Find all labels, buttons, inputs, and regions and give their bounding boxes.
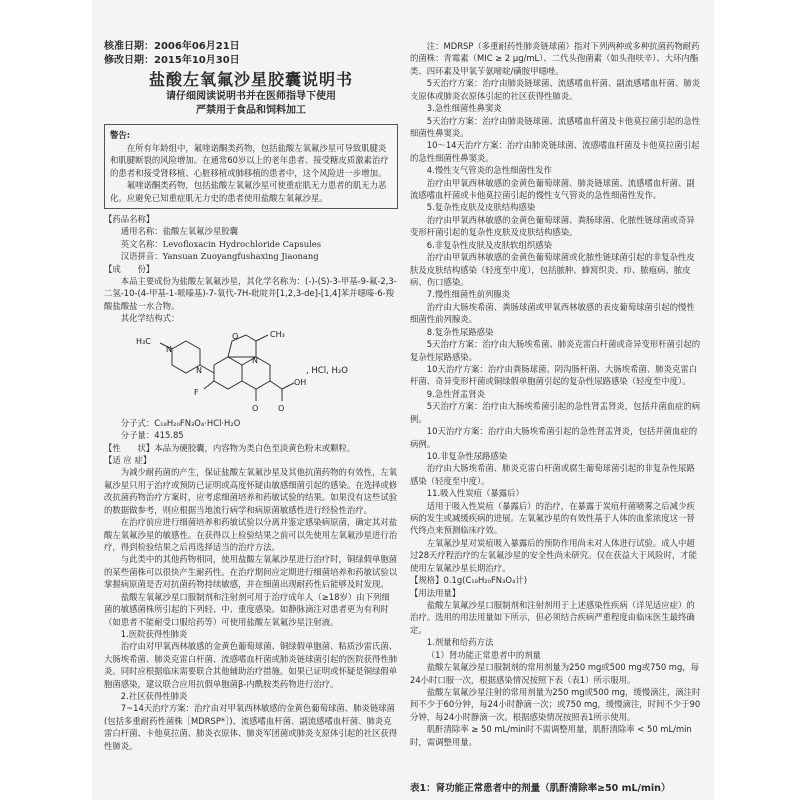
uncomplicated-skin-text: 治疗由甲氧西林敏感的金黄色葡萄球菌或化脓性链球菌引起的非复杂性皮肤及皮肤结构感染（轻度至中度），包括脓肿、蜂窝织炎、疖、脓疱病、脓皮病、伤口感染。	[410, 252, 695, 288]
svg-text:N: N	[166, 344, 172, 354]
complicated-uti-5day: 5天治疗方案：治疗由大肠埃希菌、肺炎克雷白杆菌或奇异变形杆菌引起的复杂性尿路感染。	[410, 339, 701, 362]
pyelonephritis-10day: 10天治疗方案：治疗由大肠埃希菌引起的急性肾盂肾炎，包括并菌血症的病例。	[410, 426, 698, 449]
uncomplicated-uti-text: 治疗由大肠埃希菌、肺炎克雷白杆菌或腐生葡萄球菌引起的非复杂性尿路感染（轻度至中度）。	[410, 463, 695, 486]
indications-paragraph-3: 与此类中的其他药物相同，使用盐酸左氧氟沙星进行治疗时，铜绿假单胞菌的某些菌株可以很快产生耐药性。在治疗期间应定期进行细菌培养和药敏试验以掌握病原菌是否对抗菌药物持续敏感，并在细菌出现耐药性后能够及时发现。	[104, 554, 398, 590]
svg-text:H₃C: H₃C	[136, 336, 151, 346]
warning-paragraph-2: 氟喹诺酮类药物，包括盐酸左氧氟沙星可使重症肌无力患者的肌无力恶化。应避免已知重症肌无力史的患者使用盐酸左氧氟沙星。	[110, 180, 387, 203]
indication-heading-uncomplicated-skin: 6.非复杂性皮肤及皮肤软组织感染	[426, 239, 553, 250]
cap-5day-regimen: 5天治疗方案：治疗由肺炎链球菌、流感嗜血杆菌、副流感嗜血杆菌、肺炎支原体或肺炎衣原体引起的社区获得性肺炎。	[410, 78, 701, 101]
svg-text:CH₃: CH₃	[270, 329, 285, 339]
usage-injection-dose: 盐酸左氧氟沙星注射的常用剂量为250 mg或500 mg，缓慢滴注，滴注时间不少于60分钟，每24小时静滴一次；或750 mg，缓慢滴注，时间不少于90分钟，每24小时静滴一次。根据感染情况按照表1所示使用。	[410, 686, 701, 722]
indications-paragraph-4: 盐酸左氧氟沙星口服制剂和注射剂可用于治疗成年人（≥18岁）由下列细菌的敏感菌株所引起的下列轻、中、重度感染。如静脉滴注对患者更为有利时（如患者不能耐受口服给药等）可使用盐酸左氧氟沙星注射液。	[104, 591, 390, 627]
svg-text:O: O	[232, 331, 239, 341]
complicated-uti-10day: 10天治疗方案：治疗由粪肠球菌、阴沟肠杆菌、大肠埃希菌、肺炎克雷白杆菌、奇异变形杆菌或铜绿假单胞菌引起的复杂性尿路感染（轻度至中度）。	[410, 363, 698, 387]
indications-paragraph-2: 在治疗前应进行细菌培养和药敏试验以分离并鉴定感染病原菌，确定其对盐酸左氧氟沙星的敏感性。在获得以上检验结果之前可以先使用左氧氟沙星进行治疗，得到检验结果之后再选择适当的治疗方法。	[104, 517, 398, 552]
svg-text:N: N	[196, 365, 202, 375]
section-heading-properties: 【性 状】	[104, 442, 155, 453]
salt-notation: , HCl, H₂O	[306, 365, 348, 376]
sinusitis-5day-regimen: 5天治疗方案：治疗由肺炎链球菌、流感嗜血杆菌及卡他莫拉菌引起的急性细菌性鼻窦炎。	[410, 115, 701, 138]
usage-normal-renal-heading: （1）肾功能正常患者中的剂量	[426, 649, 541, 660]
section-heading-usage: 【用法用量】	[410, 587, 461, 598]
revision-date: 修改日期：2015年10月30日	[104, 55, 240, 66]
svg-text:N: N	[252, 355, 258, 365]
sinusitis-10-14day-regimen: 10～14天治疗方案：治疗由肺炎链球菌、流感嗜血杆菌及卡他莫拉菌引起的急性细菌性鼻窦炎。	[410, 140, 700, 163]
properties-section	[104, 442, 398, 454]
pyelonephritis-5day: 5天治疗方案：治疗由大肠埃希菌引起的急性肾盂肾炎，包括并菌血症的病例。	[410, 401, 701, 424]
section-heading-composition: 【成 份】	[104, 263, 155, 274]
complicated-skin-text: 治疗由甲氧西林敏感的金黄色葡萄球菌、粪肠球菌、化脓性链球菌或奇异变形杆菌引起的复杂性皮肤及皮肤结构感染。	[410, 214, 695, 238]
indication-heading-prostatitis: 7.慢性细菌性前列腺炎	[426, 289, 511, 300]
usage-dose-method-heading: 1.剂量和给药方法	[426, 637, 494, 648]
section-heading-names: 【药品名称】	[104, 213, 155, 224]
right-column	[410, 40, 702, 748]
usage-oral-dose: 盐酸左氧氟沙星口服制剂的常用剂量为250 mg或500 mg或750 mg，每24小时口服一次，根据感染情况按照下表（表1）所示服用。	[410, 662, 700, 685]
indication-text-community-pneumonia: 7~14天治疗方案：治疗由对甲氧西林敏感的金黄色葡萄球菌、肺炎链球菌(包括多重耐药性菌株［MDRSP*］)、流感嗜血杆菌、副流感嗜血杆菌、肺炎克雷白杆菌、卡他莫拉菌、肺炎衣原体、肺炎军团菌或肺炎支原体引起的社区获得性肺炎。	[104, 703, 398, 751]
indication-text-hospital-pneumonia: 治疗由对甲氧西林敏感的金黄色葡萄球菌、铜绿假单胞菌、粘质沙雷氏菌、大肠埃希菌、肺炎克雷白杆菌、流感嗜血杆菌或肺炎链球菌引起的医院获得性肺炎。同时应根据临床需要联合其他辅助治疗措施。如果已证明或怀疑是铜绿假单胞菌感染，建议联合应用抗假单胞菌β-内酰胺类药物进行治疗。	[104, 641, 398, 689]
svg-text:OH: OH	[294, 377, 307, 387]
svg-text:O: O	[278, 403, 285, 413]
svg-text:O: O	[252, 403, 259, 413]
composition-text: 本品主要成份为盐酸左氧氟沙星，其化学名称为：(-)-(S)-3-甲基-9-氟-2,3-二氢-10-(4-甲基-1-哌嗪基)-7-氧代-7H-吡啶并[1,2,3-de]-[1,4]苯并噁嗪-6-羧酸盐酸盐一水合物。	[104, 276, 397, 311]
approval-date: 核准日期：2006年06月21日	[104, 41, 240, 52]
indications-paragraph-1: 为减少耐药菌的产生，保证盐酸左氧氟沙星及其他抗菌药物的有效性，左氧氟沙星只用于治疗或预防已证明或高度怀疑由敏感细菌引起的感染。在选择或修改抗菌药物治疗方案时，应考虑细菌培养和药敏试验的结果。如果没有这些试验的数据做参考，则应根据当地流行病学和病原菌敏感性进行经验性治疗。	[104, 467, 398, 515]
bronchitis-text: 治疗由甲氧西林敏感的金黄色葡萄球菌、肺炎链球菌、流感嗜血杆菌、副流感嗜血杆菌或卡他莫拉菌引起的慢性支气管炎的急性细菌性发作。	[410, 177, 695, 201]
indication-heading-anthrax: 11.吸入性炭疽（暴露后）	[426, 488, 524, 499]
properties-text: 本品为硬胶囊，内容物为类白色至淡黄色粉末或颗粒。	[154, 442, 356, 453]
indication-heading-hospital-pneumonia: 1.医院获得性肺炎	[120, 628, 188, 639]
indication-heading-sinusitis: 3.急性细菌性鼻窦炎	[426, 103, 502, 114]
usage-intro: 盐酸左氧氟沙星口服制剂和注射剂用于上述感染性疾病（详见适应症）的治疗。选用的用法用量如下所示，但必须结合疾病严重程度由临床医生最终确定。	[410, 599, 695, 635]
usage-creatinine-note: 肌酐清除率 ≥ 50 mL/min时不需调整用量，肌酐清除率 < 50 mL/min时，需调整用量。	[410, 724, 692, 747]
left-column	[104, 40, 398, 752]
indication-heading-complicated-uti: 8.复杂性尿路感染	[426, 326, 494, 337]
molecular-weight: 分子量：415.85	[120, 430, 184, 441]
warning-heading: 警告:	[110, 130, 131, 141]
structure-label: 其化学结构式：	[120, 313, 180, 324]
warning-paragraph-1: 在所有年龄组中，氟喹诺酮类药物，包括盐酸左氧氟沙星可导致肌腱炎和肌腱断裂的风险增加。在通常60岁以上的老年患者、接受糖皮质激素治疗的患者和接受肾移植、心脏移植或肺移植的患者中，这个风险进一步增加。	[110, 142, 389, 178]
subtitle-prohibition: 严禁用于食品和饲料加工	[196, 105, 306, 117]
leaflet-sheet	[92, 0, 714, 800]
subtitle-instruction: 请仔细阅读说明书并在医师指导下使用	[166, 91, 336, 103]
common-name: 通用名称：盐酸左氧氟沙星胶囊	[120, 226, 239, 237]
svg-text:F: F	[194, 387, 199, 397]
english-name: 英文名称：Levofloxacin Hydrochloride Capsules	[120, 238, 322, 249]
indication-heading-community-pneumonia: 2.社区获得性肺炎	[120, 691, 188, 702]
chemical-structure-diagram	[134, 327, 364, 415]
prostatitis-text: 治疗由大肠埃希菌、粪肠球菌或甲氧西林敏感的表皮葡萄球菌引起的慢性细菌性前列腺炎。	[410, 301, 695, 325]
specification: 【规格】0.1g(C₁₈H₂₀FN₃O₄计)	[410, 575, 528, 586]
indication-heading-uncomplicated-uti: 10.非复杂性尿路感染	[426, 450, 508, 461]
anthrax-text-2: 左氧氟沙星对炭疽吸入暴露后的预防作用尚未对人体进行试验。成人中超过28天疗程治疗的左氧氟沙星的安全性尚未研究。仅在获益大于风险时，才能使用左氧氟沙星长期治疗。	[410, 537, 698, 573]
warning-box	[104, 124, 398, 209]
indication-heading-complicated-skin: 5.复杂性皮肤及皮肤结构感染	[426, 202, 536, 213]
document-title: 盐酸左氧氟沙星胶囊说明书	[148, 70, 353, 89]
mdrsp-note: 注：MDRSP（多重耐药性肺炎链球菌）指对下列两种或多种抗菌药物耐药的菌株：青霉素（MIC ≥ 2 μg/mL）、二代头孢菌素（如头孢呋辛）、大环内酯类、四环素及甲氧苄氨嘧啶/磺胺甲噁唑。	[410, 41, 700, 76]
section-heading-indications: 【适 应 症】	[104, 455, 152, 466]
anthrax-text-1: 适用于吸入性炭疽（暴露后）的治疗，在暴露于炭疽杆菌喷雾之后减少疾病的发生或减缓疾病的进展。左氧氟沙星的有效性基于人体的血浆浓度这一替代终点来预测临床疗效。	[410, 500, 695, 536]
molecular-formula: 分子式：C₁₈H₂₀FN₃O₄·HCl·H₂O	[120, 417, 241, 428]
pinyin-name: 汉语拼音：Yansuan Zuoyangfushaxing Jiaonang	[120, 251, 319, 262]
table-caption: 表1：肾功能正常患者中的剂量（肌酐清除率≥50 mL/min）	[410, 783, 671, 794]
indication-heading-pyelonephritis: 9.急性肾盂肾炎	[426, 388, 486, 399]
indication-heading-bronchitis: 4.慢性支气管炎的急性细菌性发作	[426, 165, 553, 176]
